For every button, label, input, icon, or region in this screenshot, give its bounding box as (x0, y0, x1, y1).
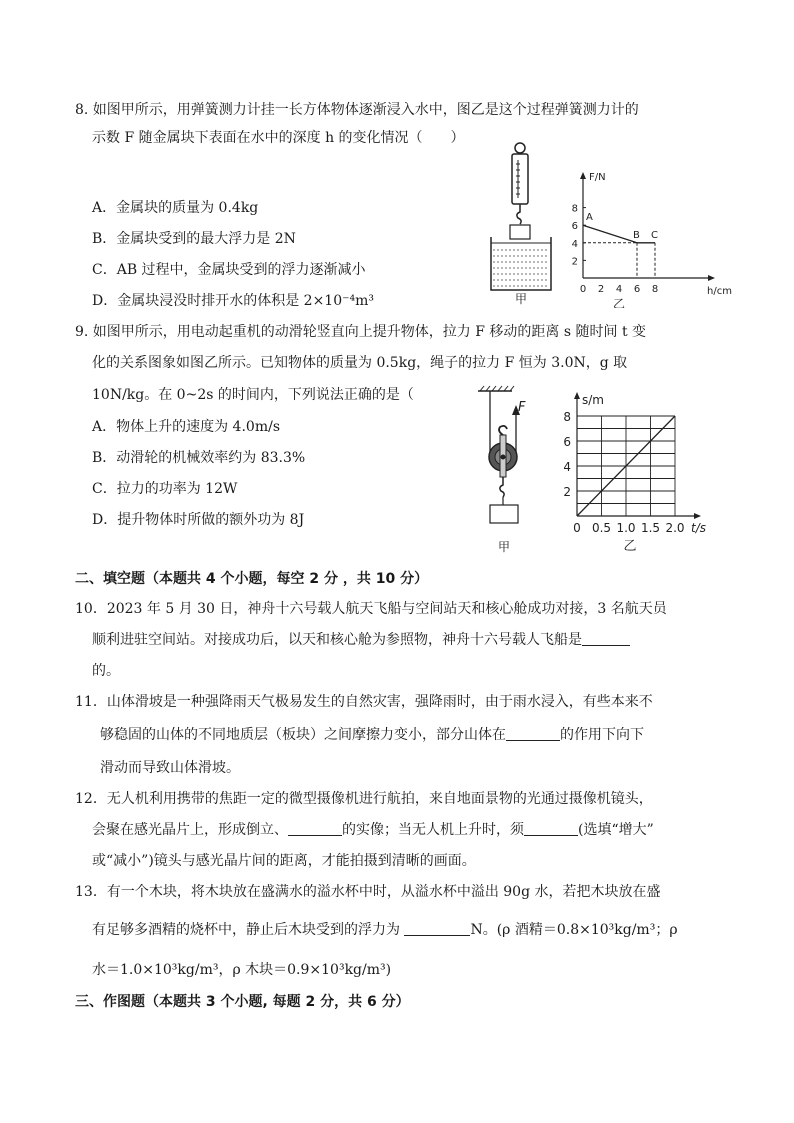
q9-fig-jia-caption: 甲 (498, 540, 511, 554)
y-tick-label: 4 (571, 238, 578, 250)
y-tick-label: 8 (563, 410, 571, 424)
scale-ring (515, 143, 525, 153)
q10-line-1: 10．2023 年 5 月 30 日，神舟十六号载人航天飞船与空间站天和核心舱成功对接，3 名航天员 (75, 601, 667, 617)
x-axis-label: t/s (691, 521, 706, 535)
q9-stem-line-3: 10N/kg。在 0~2s 的时间内，下列说法正确的是（ (92, 387, 414, 403)
scale-hook (517, 204, 521, 224)
q13-line-2 (92, 920, 678, 940)
water-container (491, 237, 551, 290)
water-hatching (493, 250, 549, 286)
q8-option-b: B．金属块受到的最大浮力是 2N (92, 231, 296, 247)
q10-line-2 (92, 630, 630, 650)
q13-line-1: 13．有一个木块，将木块放在盛满水的溢水杯中时，从溢水杯中溢出 90g 水，若把木块放在盛 (75, 884, 661, 900)
q13-answer-blank[interactable] (404, 921, 470, 936)
q11-line-2 (100, 725, 644, 745)
q9-option-a: A．物体上升的速度为 4.0m/s (92, 419, 281, 435)
q11-line-2-text-a: 够稳固的山体的不同地质层（板块）之间摩擦力变小，部分山体在 (100, 727, 506, 743)
q9-pulley-figure (470, 385, 540, 560)
top-hook (499, 426, 507, 435)
q9-option-c: C．拉力的功率为 12W (92, 481, 238, 497)
point-label-b: B (633, 229, 640, 241)
q12-line-2-text-c: (选填“增大” (578, 822, 654, 838)
q8-fig-jia-caption: 甲 (515, 292, 528, 305)
lifted-object (490, 505, 518, 523)
q8-spring-scale-figure (485, 140, 560, 305)
q12-line-2 (92, 820, 654, 840)
q9-option-d: D．提升物体时所做的额外功为 8J (92, 512, 305, 528)
q10-line-2-text: 顺利进驻空间站。对接成功后，以天和核心舱为参照物，神舟十六号载人飞船是 (92, 632, 582, 648)
q9-force-label: F (518, 400, 526, 415)
x-axis-arrow (694, 513, 701, 519)
y-axis-label: F/N (589, 172, 606, 183)
y-tick-label: 2 (571, 256, 578, 268)
q8-stem-line-2: 示数 F 随金属块下表面在水中的深度 h 的变化情况（ ） (92, 130, 465, 146)
q12-answer-blank-1[interactable] (288, 821, 342, 836)
x-tick-label: 6 (633, 284, 641, 295)
x-tick-label: 0 (579, 284, 587, 295)
y-axis-arrow (580, 172, 586, 179)
y-tick-label: 8 (571, 203, 578, 215)
q12-line-2-text-b: 的实像；当无人机上升时，须 (342, 822, 524, 838)
q9-stem-line-2: 化的关系图象如图乙所示。已知物体的质量为 0.5kg，绳子的拉力 F 恒为 3.0N，g 取 (92, 355, 628, 371)
q8-stem-line-1: 8. 如图甲所示，用弹簧测力计挂一长方体物体逐渐浸入水中，图乙是这个过程弹簧测力计的 (75, 102, 639, 118)
q12-line-1: 12．无人机利用携带的焦距一定的微型摄像机进行航拍，来自地面景物的光通过摄像机镜头， (75, 791, 653, 807)
q11-line-3: 滑动而导致山体滑坡。 (100, 760, 240, 776)
q8-option-a: A．金属块的质量为 0.4kg (92, 200, 259, 216)
x-tick-label: 4 (615, 284, 623, 295)
y-tick-label: 2 (563, 485, 571, 499)
q8-force-depth-chart (565, 168, 745, 308)
x-axis-label: h/cm (707, 286, 732, 297)
q12-line-2-text-a: 会聚在感光晶片上，形成倒立、 (92, 822, 288, 838)
q9-distance-time-chart (555, 388, 730, 560)
x-tick-label: 1.0 (616, 521, 636, 535)
y-axis-arrow (574, 392, 580, 399)
y-tick-label: 6 (571, 221, 578, 233)
y-tick-label: 4 (563, 460, 571, 474)
scale-body (512, 154, 528, 204)
q10-answer-blank[interactable] (582, 631, 630, 646)
q12-answer-blank-2[interactable] (524, 821, 578, 836)
q11-line-2-text-b: 的作用下向下 (560, 727, 644, 743)
x-tick-label: 2 (597, 284, 605, 295)
q12-line-3: 或“减小”)镜头与感光晶片间的距离，才能拍摄到清晰的画面。 (92, 853, 476, 869)
point-label-c: C (651, 229, 658, 241)
q8-option-d: D．金属块浸没时排开水的体积是 2×10⁻⁴m³ (92, 293, 375, 309)
bottom-hook (500, 477, 504, 497)
x-tick-label: 8 (651, 284, 659, 295)
y-axis-label: s/m (582, 393, 604, 407)
q13-line-2-text-a: 有足够多酒精的烧杯中，静止后木块受到的浮力为 (92, 922, 400, 938)
q9-fig-yi-caption: 乙 (623, 539, 637, 554)
x-tick-label: 2.0 (665, 521, 685, 535)
section-2-title: 二、填空题（本题共 4 个小题，每空 2 分 ，共 10 分） (75, 571, 429, 587)
q11-answer-blank[interactable] (506, 726, 560, 741)
y-tick-label: 6 (563, 435, 571, 449)
q8-option-c: C．AB 过程中，金属块受到的浮力逐渐减小 (92, 262, 366, 278)
x-tick-label: 1.5 (640, 521, 661, 535)
x-axis-arrow (708, 275, 715, 281)
force-line (583, 225, 655, 243)
point-label-a: A (586, 212, 593, 224)
q13-line-3: 水＝1.0×10³kg/m³，ρ 木块＝0.9×10³kg/m³) (92, 962, 392, 978)
metal-block (510, 225, 530, 239)
q13-line-2-text-b: N。(ρ 酒精＝0.8×10³kg/m³；ρ (470, 922, 678, 938)
x-tick-label: 0.5 (591, 521, 612, 535)
q9-stem-line-1: 9. 如图甲所示，用电动起重机的动滑轮竖直向上提升物体，拉力 F 移动的距离 s 随时间 t 变 (75, 324, 647, 340)
q9-option-b: B．动滑轮的机械效率约为 83.3% (92, 450, 306, 466)
q10-line-3: 的。 (92, 663, 120, 679)
x-tick-label: 0 (573, 521, 581, 535)
q8-fig-yi-caption: 乙 (612, 297, 626, 308)
section-3-title: 三、作图题（本题共 3 个小题, 每题 2 分，共 6 分） (75, 994, 410, 1010)
q11-line-1: 11．山体滑坡是一种强降雨天气极易发生的自然灾害，强降雨时，由于雨水浸入，有些本来不 (75, 694, 653, 710)
